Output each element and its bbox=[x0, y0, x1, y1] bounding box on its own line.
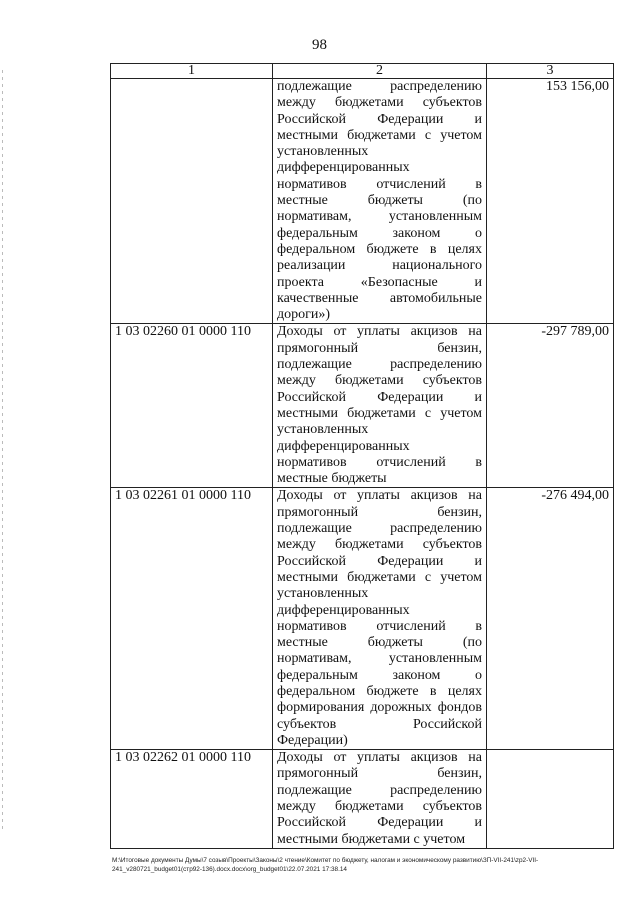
description-line: Российской Федерации и bbox=[277, 553, 482, 569]
income-code-cell: 1 03 02261 01 0000 110 bbox=[111, 488, 273, 750]
description-line: реализации национального bbox=[277, 258, 482, 274]
description-line: Доходы от уплаты акцизов на bbox=[277, 488, 482, 504]
description-line: местные бюджеты (по bbox=[277, 193, 482, 209]
description-line: нормативов отчислений в bbox=[277, 176, 482, 192]
description-line: качественные автомобильные bbox=[277, 290, 482, 306]
footer-line-1: M:\Итоговые документы Думы\7 созыв\Проекты\Законы\2 чтение\Комитет по бюджету, налогам и экономическому развитию\ЗП-VII-241\zp2-VII- bbox=[112, 857, 539, 864]
description-line: федеральном бюджете в целях bbox=[277, 241, 482, 257]
footer-line-2: 241_v280721_budget01(стр92-136).docx.docx\org_budget01\22.07.2021 17:38.14 bbox=[112, 866, 347, 873]
description-line: Российской Федерации и bbox=[277, 111, 482, 127]
description-line: Российской Федерации и bbox=[277, 815, 482, 831]
description-line: Федерации) bbox=[277, 732, 348, 748]
description-line: нормативов отчислений в bbox=[277, 454, 482, 470]
description-line: федеральным законом о bbox=[277, 667, 482, 683]
description-line: нормативам, установленным bbox=[277, 209, 482, 225]
income-description-cell bbox=[273, 488, 487, 750]
table-row bbox=[111, 750, 614, 849]
description-line: подлежащие распределению bbox=[277, 521, 482, 537]
scan-edge-mark bbox=[2, 70, 3, 830]
document-footer-path bbox=[112, 856, 617, 874]
description-line: между бюджетами субъектов bbox=[277, 537, 482, 553]
amount-cell bbox=[487, 750, 614, 849]
description-line: нормативам, установленным bbox=[277, 651, 482, 667]
description-line: местными бюджетами с учетом bbox=[277, 127, 482, 143]
description-line: между бюджетами субъектов bbox=[277, 799, 482, 815]
description-line: прямогонный бензин, bbox=[277, 766, 482, 782]
column-header-2: 2 bbox=[273, 64, 487, 79]
description-line: подлежащие распределению bbox=[277, 79, 482, 94]
amount-cell: -276 494,00 bbox=[487, 488, 614, 750]
description-line: дороги») bbox=[277, 307, 331, 323]
description-line: проекта «Безопасные и bbox=[277, 274, 482, 290]
description-line: Доходы от уплаты акцизов на bbox=[277, 324, 482, 340]
income-description-cell bbox=[273, 324, 487, 488]
page-number: 98 bbox=[312, 37, 327, 53]
description-line: установленных bbox=[277, 144, 369, 160]
description-line: федеральным законом о bbox=[277, 225, 482, 241]
income-description-cell bbox=[273, 79, 487, 324]
amount-cell: 153 156,00 bbox=[487, 79, 614, 324]
description-line: формирования дорожных фондов bbox=[277, 700, 482, 716]
description-line: установленных bbox=[277, 586, 369, 602]
table-header-row bbox=[111, 64, 614, 79]
description-line: установленных bbox=[277, 422, 369, 438]
description-line: нормативов отчислений в bbox=[277, 618, 482, 634]
description-line: местные бюджеты bbox=[277, 471, 387, 487]
description-line: Доходы от уплаты акцизов на bbox=[277, 750, 482, 766]
income-code-cell: 1 03 02262 01 0000 110 bbox=[111, 750, 273, 849]
income-code-cell: 1 03 02260 01 0000 110 bbox=[111, 324, 273, 488]
description-line: подлежащие распределению bbox=[277, 357, 482, 373]
description-line: федеральном бюджете в целях bbox=[277, 683, 482, 699]
budget-table bbox=[110, 63, 614, 849]
description-line: между бюджетами субъектов bbox=[277, 95, 482, 111]
description-line: местными бюджетами с учетом bbox=[277, 405, 482, 421]
table-row bbox=[111, 324, 614, 488]
description-line: прямогонный бензин, bbox=[277, 340, 482, 356]
description-line: прямогонный бензин, bbox=[277, 504, 482, 520]
description-line: дифференцированных bbox=[277, 438, 410, 454]
table-row bbox=[111, 488, 614, 750]
description-line: дифференцированных bbox=[277, 160, 410, 176]
income-description-cell bbox=[273, 750, 487, 849]
description-line: местными бюджетами с учетом bbox=[277, 569, 482, 585]
amount-cell: -297 789,00 bbox=[487, 324, 614, 488]
description-line: подлежащие распределению bbox=[277, 782, 482, 798]
description-line: местные бюджеты (по bbox=[277, 635, 482, 651]
description-line: местными бюджетами с учетом bbox=[277, 831, 466, 847]
description-line: дифференцированных bbox=[277, 602, 410, 618]
table-row bbox=[111, 79, 614, 324]
column-header-1: 1 bbox=[111, 64, 273, 79]
description-line: Российской Федерации и bbox=[277, 389, 482, 405]
income-code-cell bbox=[111, 79, 273, 324]
column-header-3: 3 bbox=[487, 64, 614, 79]
description-line: между бюджетами субъектов bbox=[277, 373, 482, 389]
description-line: субъектов Российской bbox=[277, 716, 482, 732]
